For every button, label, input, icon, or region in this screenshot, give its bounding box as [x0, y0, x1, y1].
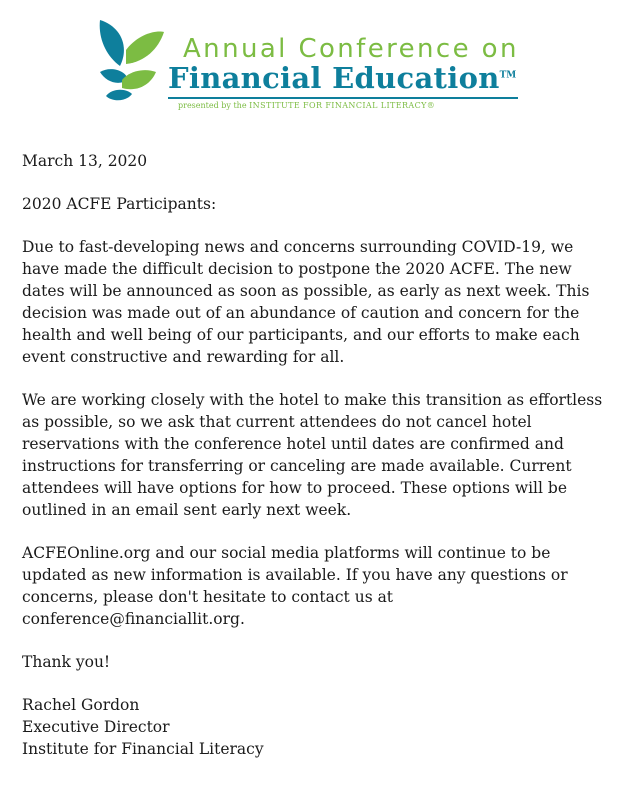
signature-name: Rachel Gordon — [22, 696, 140, 714]
registered-mark: ® — [426, 101, 435, 110]
signature-organization: Institute for Financial Literacy — [22, 740, 264, 758]
logo-line1: Annual Conference on — [183, 34, 519, 64]
letter-body — [22, 150, 614, 760]
logo-subtitle-prefix: presented by the — [178, 101, 247, 110]
logo-line2-text: Financial Education — [168, 61, 500, 95]
letter-salutation: 2020 ACFE Participants: — [22, 195, 217, 213]
signature-title: Executive Director — [22, 718, 170, 736]
letter-closing: Thank you! — [22, 653, 111, 671]
logo-rule — [168, 97, 518, 99]
leaf-logo-icon — [96, 16, 166, 102]
letter-paragraph-3: ACFEOnline.org and our social media platforms will continue to be updated as new information is available. If you have any questions or concerns, please don't hesitate to contact us at conference@financiallit.org. — [22, 544, 568, 628]
logo-subtitle — [178, 101, 435, 110]
letter-paragraph-2: We are working closely with the hotel to make this transition as effortless as possible, so we ask that current attendees do not cancel hotel reservations with the conference hotel until dates are confirmed and instructions for transferring or canceling are made available. Current attendees will have options for how to proceed. These options will be outlined in an email sent early next week. — [22, 391, 603, 519]
letter-paragraph-1: Due to fast-developing news and concerns surrounding COVID-19, we have made the difficult decision to postpone the 2020 ACFE. The new dates will be announced as soon as possible, as early as next week. This decision was made out of an abundance of caution and concern for the health and well being of our participants, and our efforts to make each event constructive and rewarding for all. — [22, 238, 590, 366]
conference-logo — [0, 0, 623, 125]
letter-date: March 13, 2020 — [22, 152, 148, 170]
logo-line2 — [168, 61, 517, 95]
logo-subtitle-org: INSTITUTE FOR FINANCIAL LITERACY — [249, 101, 427, 110]
trademark-mark: TM — [499, 70, 517, 81]
